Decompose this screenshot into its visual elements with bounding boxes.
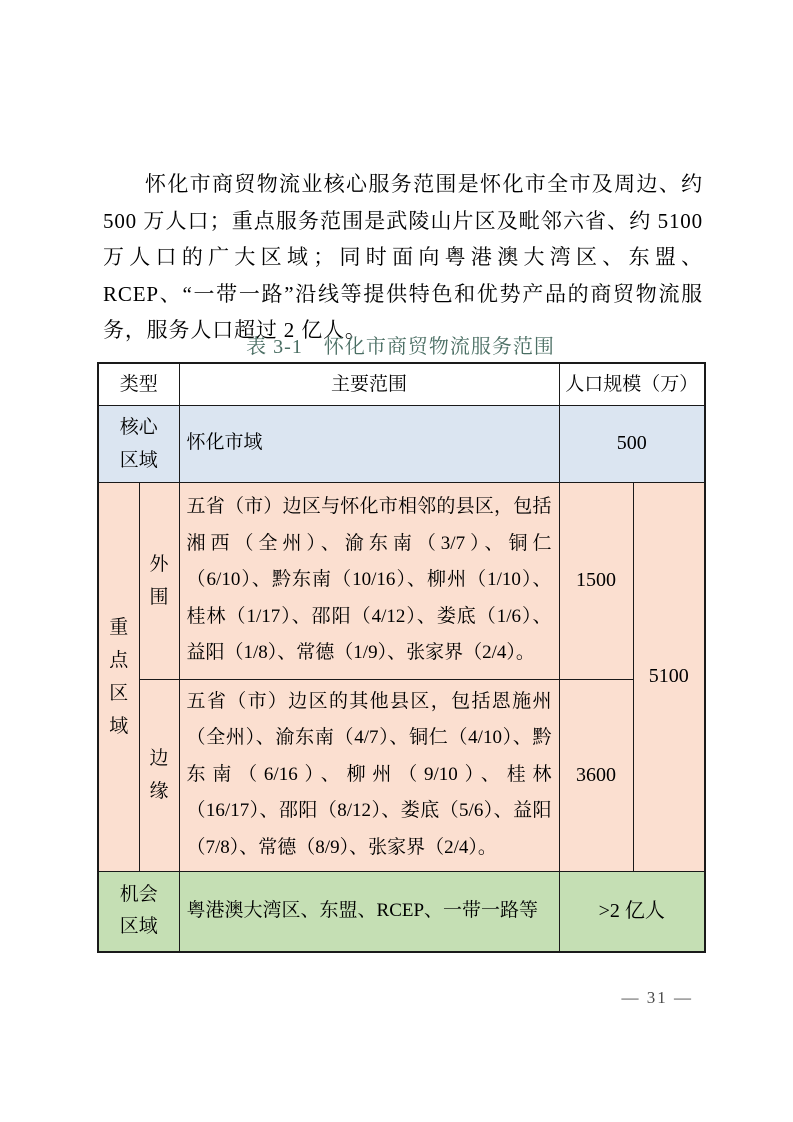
core-population-cell: 500 <box>559 405 705 482</box>
key-outer-label-cell: 外围 <box>139 482 179 679</box>
header-scope: 主要范围 <box>179 363 559 405</box>
page-number: — 31 — <box>621 988 693 1007</box>
table-row-opportunity <box>98 871 705 952</box>
core-type-cell: 核心区域 <box>98 405 179 482</box>
key-outer-population-cell: 1500 <box>559 482 633 679</box>
opportunity-scope-cell: 粤港澳大湾区、东盟、RCEP、一带一路等 <box>179 871 559 952</box>
key-total-population-cell: 5100 <box>633 482 705 871</box>
table-caption: 表 3-1 怀化市商贸物流服务范围 <box>246 336 555 358</box>
service-scope-table <box>97 362 706 953</box>
header-population: 人口规模（万） <box>559 363 705 405</box>
key-edge-label-cell: 边缘 <box>139 679 179 871</box>
key-outer-scope-cell: 五省（市）边区与怀化市相邻的县区，包括湘西（全州）、渝东南（3/7）、铜仁（6/10）、黔东南（10/16）、柳州（1/10）、桂林（1/17）、邵阳（4/12）、娄底（1/6）、益阳（1/8）、常德（1/9）、张家界（2/4）。 <box>179 482 559 679</box>
key-edge-scope-cell: 五省（市）边区的其他县区，包括恩施州（全州）、渝东南（4/7）、铜仁（4/10）、黔东南（6/16）、柳州（9/10）、桂林（16/17）、邵阳（8/12）、娄底（5/6）、益阳（7/8）、常德（8/9）、张家界（2/4）。 <box>179 679 559 871</box>
key-type-cell: 重点区域 <box>98 482 139 871</box>
table-row-key-outer <box>98 482 705 679</box>
table-row-core <box>98 405 705 482</box>
opportunity-population-cell: >2 亿人 <box>559 871 705 952</box>
key-edge-population-cell: 3600 <box>559 679 633 871</box>
core-scope-cell: 怀化市域 <box>179 405 559 482</box>
header-type: 类型 <box>98 363 179 405</box>
body-paragraph: 怀化市商贸物流业核心服务范围是怀化市全市及周边、约 500 万人口；重点服务范围是武陵山片区及毗邻六省、约 5100 万人口的广大区域；同时面向粤港澳大湾区、东盟、RCEP、“一带一路”沿线等提供特色和优势产品的商贸物流服务，服务人口超过 2 亿人。 <box>103 172 703 343</box>
table-row-key-edge <box>98 679 705 871</box>
opportunity-type-cell: 机会区域 <box>98 871 179 952</box>
